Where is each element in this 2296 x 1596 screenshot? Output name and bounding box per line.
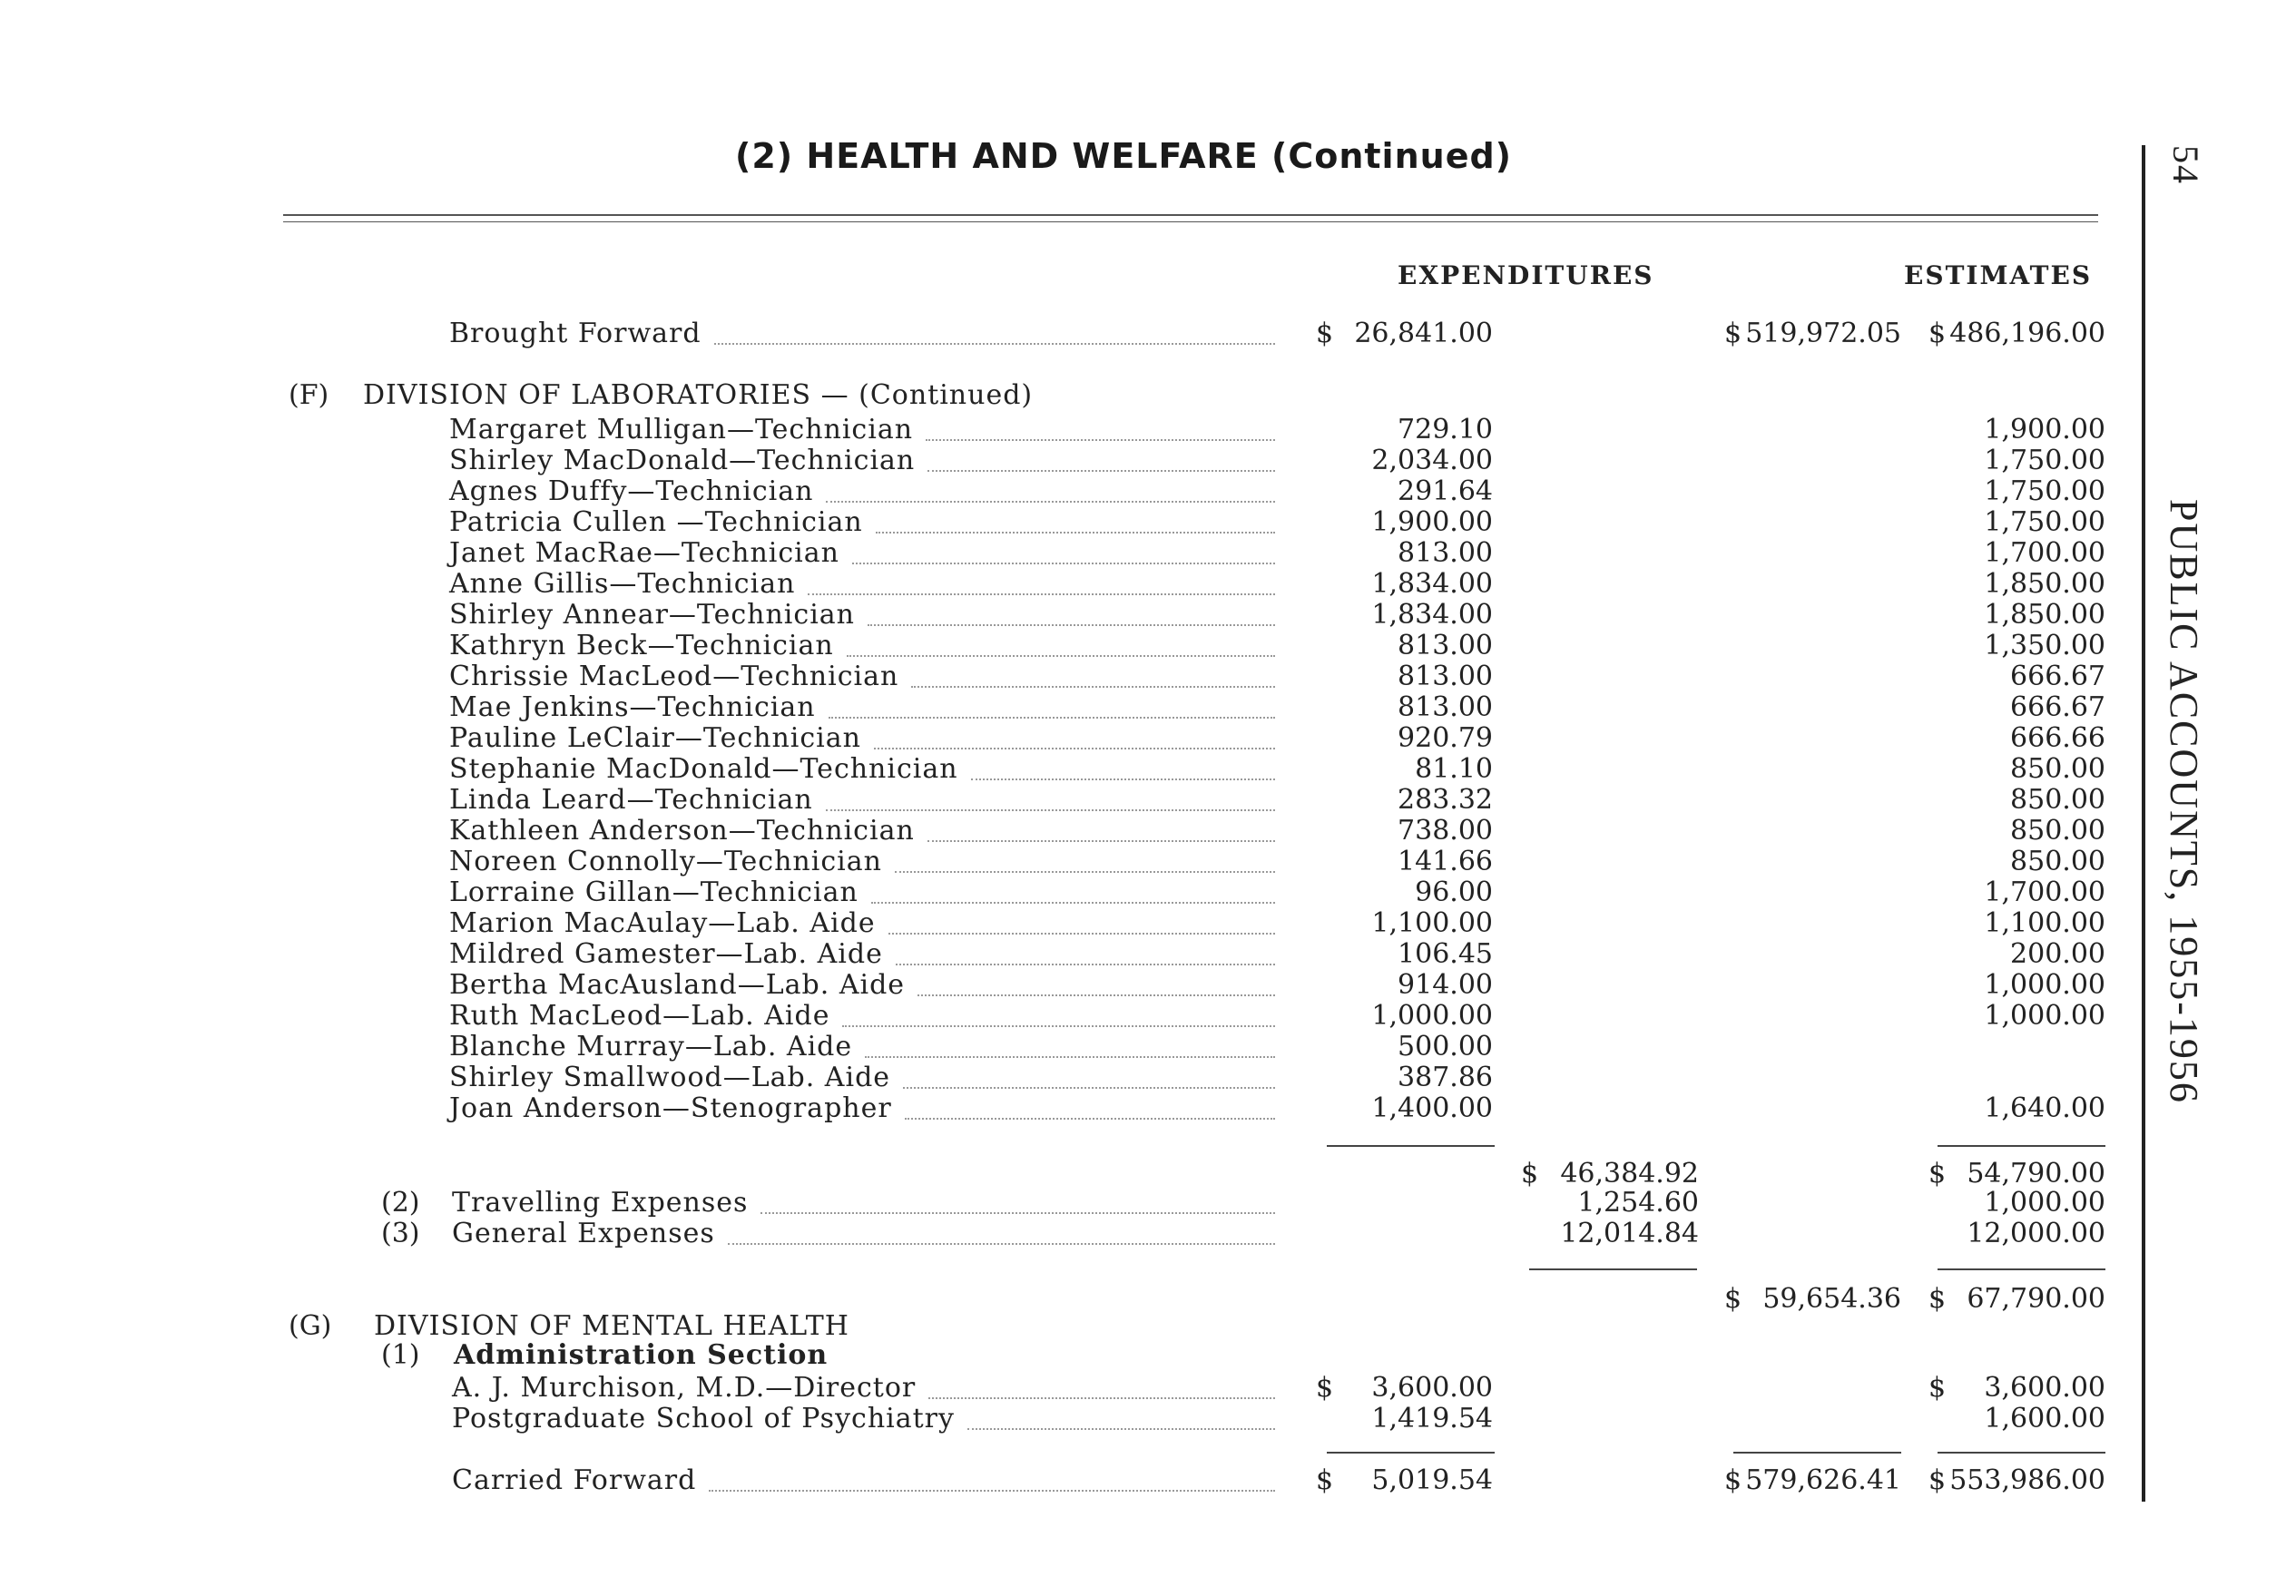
staff-name: Pauline LeClair—Technician	[449, 722, 861, 754]
estimate-value: 1,600.00	[1984, 1403, 2105, 1434]
row-label: Brought Forward	[449, 318, 702, 349]
division-estimate-value: 67,790.00	[1967, 1283, 2105, 1315]
staff-name: Margaret Mulligan—Technician	[449, 414, 914, 446]
staff-name: Marion MacAulay—Lab. Aide	[449, 907, 876, 939]
dollar-sign: $	[1724, 1283, 1742, 1315]
row-label: Carried Forward	[452, 1464, 697, 1496]
subtotal-rule	[1529, 1268, 1697, 1270]
expenditure-value: 5,019.54	[1371, 1464, 1493, 1496]
estimate-value: 486,196.00	[1949, 318, 2105, 349]
staff-row	[0, 907, 2142, 938]
estimate-value: 1,900.00	[1984, 414, 2105, 446]
item-number: (1)	[381, 1339, 420, 1371]
staff-row	[0, 599, 2142, 630]
staff-name: Janet MacRae—Technician	[449, 537, 839, 569]
expenditure-value: 387.86	[1398, 1062, 1493, 1093]
dot-leader	[728, 1243, 1275, 1245]
staff-row	[0, 1031, 2142, 1062]
expenditure-value: 1,400.00	[1371, 1092, 1493, 1124]
dot-leader	[826, 501, 1275, 503]
expenditure-value: 1,419.54	[1371, 1403, 1493, 1434]
estimate-value: 666.67	[2010, 691, 2105, 723]
estimate-value: 200.00	[2010, 938, 2105, 970]
staff-row	[0, 784, 2142, 815]
estimate-value: 666.67	[2010, 661, 2105, 692]
estimate-value: 1,750.00	[1984, 475, 2105, 507]
expenditure-value: 920.79	[1398, 722, 1493, 754]
side-running-title: PUBLIC ACCOUNTS, 1955-1956	[2162, 499, 2206, 1104]
dot-leader	[852, 563, 1275, 564]
estimate-value: 850.00	[2010, 815, 2105, 847]
dot-leader	[709, 1490, 1275, 1492]
estimate-value: 12,000.00	[1967, 1218, 2105, 1249]
estimate-value: 3,600.00	[1984, 1372, 2105, 1404]
estimate-value: 666.66	[2010, 722, 2105, 754]
row-label: Travelling Expenses	[452, 1187, 749, 1219]
staff-name: Kathryn Beck—Technician	[449, 630, 834, 661]
dot-leader	[876, 532, 1275, 534]
division-letter: (G)	[289, 1310, 332, 1342]
dot-leader	[808, 593, 1275, 595]
staff-row	[0, 630, 2142, 661]
page-title: (2) HEALTH AND WELFARE (Continued)	[735, 136, 1513, 176]
general-expenses-row	[0, 1218, 2142, 1248]
estimate-value: 1,640.00	[1984, 1092, 2105, 1124]
section-title: Administration Section	[454, 1339, 829, 1371]
estimate-value: 1,000.00	[1984, 1000, 2105, 1032]
salaries-total-value: 46,384.92	[1560, 1158, 1699, 1190]
estimate-value: 1,100.00	[1984, 907, 2105, 939]
brought-forward-row	[0, 318, 2142, 348]
division-heading	[0, 1310, 2142, 1341]
expenditure-value: 96.00	[1415, 876, 1493, 908]
staff-name: Mildred Gamester—Lab. Aide	[449, 938, 883, 970]
expenditure-value: 729.10	[1398, 414, 1493, 446]
staff-row	[0, 661, 2142, 691]
dot-leader	[847, 655, 1275, 657]
expenditure-value: 1,834.00	[1371, 568, 1493, 600]
staff-row	[0, 568, 2142, 599]
staff-row	[0, 969, 2142, 1000]
top-rule-thin	[283, 221, 2098, 222]
item-number: (3)	[381, 1218, 420, 1249]
estimate-value: 553,986.00	[1949, 1464, 2105, 1496]
division-title: DIVISION OF LABORATORIES — (Continued)	[363, 379, 1034, 411]
estimate-value: 1,700.00	[1984, 537, 2105, 569]
dollar-sign: $	[1316, 1372, 1334, 1404]
dot-leader	[826, 809, 1275, 811]
staff-row	[0, 691, 2142, 722]
side-page-number: 54	[2165, 145, 2206, 185]
staff-name: Chrissie MacLeod—Technician	[449, 661, 899, 692]
subtotal-rule	[1327, 1452, 1495, 1454]
staff-row	[0, 414, 2142, 445]
staff-row	[0, 846, 2142, 876]
dot-leader	[971, 778, 1275, 780]
subtotal-rule	[1938, 1145, 2105, 1147]
staff-name: Mae Jenkins—Technician	[449, 691, 816, 723]
dollar-sign: $	[1928, 1283, 1947, 1315]
subtotal-rule	[1938, 1268, 2105, 1270]
expenditure-value: 738.00	[1398, 815, 1493, 847]
expenditure-value: 813.00	[1398, 537, 1493, 569]
estimate-value: 1,000.00	[1984, 969, 2105, 1001]
staff-row	[0, 1092, 2142, 1123]
travelling-expenses-row	[0, 1187, 2142, 1218]
expenditure-value: 106.45	[1398, 938, 1493, 970]
dollar-sign: $	[1724, 318, 1742, 349]
subtotal-rule	[1733, 1452, 1901, 1454]
expenditure-value: 1,900.00	[1371, 506, 1493, 538]
dollar-sign: $	[1928, 1372, 1947, 1404]
expenditure-value: 1,100.00	[1371, 907, 1493, 939]
row-label: A. J. Murchison, M.D.—Director	[452, 1372, 917, 1404]
expenditure-value: 813.00	[1398, 691, 1493, 723]
staff-row	[0, 815, 2142, 846]
dot-leader	[888, 933, 1275, 935]
dollar-sign: $	[1928, 318, 1947, 349]
staff-row	[0, 1062, 2142, 1092]
division-letter: (F)	[289, 379, 329, 411]
division-heading	[0, 379, 2142, 410]
dot-leader	[871, 902, 1275, 904]
estimate-value: 1,750.00	[1984, 506, 2105, 538]
row-label: General Expenses	[452, 1218, 715, 1249]
dot-leader	[895, 871, 1275, 873]
dollar-sign: $	[1928, 1158, 1947, 1190]
dot-leader	[917, 994, 1275, 996]
dot-leader	[714, 343, 1275, 345]
murchison-row	[0, 1372, 2142, 1403]
dot-leader	[928, 1397, 1275, 1399]
estimate-value: 850.00	[2010, 784, 2105, 816]
estimate-value: 1,000.00	[1984, 1187, 2105, 1219]
expenditure-value: 3,600.00	[1371, 1372, 1493, 1404]
expenditure-total-value: 579,626.41	[1745, 1464, 1901, 1496]
salaries-total-row	[0, 1158, 2142, 1189]
dot-leader	[842, 1025, 1275, 1027]
expenditure-value: 141.66	[1398, 846, 1493, 877]
expenditure-value: 283.32	[1398, 784, 1493, 816]
estimate-value: 1,700.00	[1984, 876, 2105, 908]
estimate-value: 1,850.00	[1984, 568, 2105, 600]
vertical-rule	[2142, 145, 2145, 1502]
expenditure-value: 291.64	[1398, 475, 1493, 507]
expenditure-value: 1,834.00	[1371, 599, 1493, 631]
estimate-value: 1,350.00	[1984, 630, 2105, 661]
expenditure-value: 813.00	[1398, 661, 1493, 692]
staff-row	[0, 1000, 2142, 1031]
expenditure-value: 914.00	[1398, 969, 1493, 1001]
staff-name: Agnes Duffy—Technician	[449, 475, 814, 507]
item-number: (2)	[381, 1187, 420, 1219]
expenditure-value: 12,014.84	[1560, 1218, 1699, 1249]
dollar-sign: $	[1724, 1464, 1742, 1496]
estimates-heading: ESTIMATES	[1904, 260, 2093, 290]
postgraduate-row	[0, 1403, 2142, 1434]
expenditure-value: 1,000.00	[1371, 1000, 1493, 1032]
expenditure-value: 500.00	[1398, 1031, 1493, 1062]
division-total-value: 59,654.36	[1762, 1283, 1901, 1315]
dot-leader	[905, 1118, 1275, 1120]
dot-leader	[874, 748, 1275, 749]
staff-name: Stephanie MacDonald—Technician	[449, 753, 958, 785]
subtotal-rule	[1327, 1145, 1495, 1147]
staff-row	[0, 753, 2142, 784]
dot-leader	[760, 1212, 1275, 1214]
expenditure-value: 1,254.60	[1577, 1187, 1699, 1219]
staff-name: Shirley MacDonald—Technician	[449, 445, 916, 476]
staff-name: Anne Gillis—Technician	[449, 568, 796, 600]
estimate-value: 1,750.00	[1984, 445, 2105, 476]
dollar-sign: $	[1521, 1158, 1539, 1190]
top-rule	[283, 214, 2098, 216]
division-total-row	[0, 1283, 2142, 1314]
expenditure-value: 813.00	[1398, 630, 1493, 661]
estimate-value: 850.00	[2010, 846, 2105, 877]
expenditures-heading: EXPENDITURES	[1398, 260, 1654, 290]
row-label: Postgraduate School of Psychiatry	[452, 1403, 955, 1434]
dot-leader	[903, 1087, 1275, 1089]
staff-row	[0, 537, 2142, 568]
dot-leader	[865, 1056, 1275, 1058]
staff-name: Patricia Cullen —Technician	[449, 506, 863, 538]
staff-name: Noreen Connolly—Technician	[449, 846, 882, 877]
expenditure-value: 2,034.00	[1371, 445, 1493, 476]
estimate-value: 1,850.00	[1984, 599, 2105, 631]
staff-row	[0, 475, 2142, 506]
dot-leader	[927, 840, 1275, 842]
staff-name: Shirley Annear—Technician	[449, 599, 856, 631]
dot-leader	[927, 470, 1275, 472]
expenditure-value: 26,841.00	[1354, 318, 1493, 349]
dot-leader	[926, 439, 1275, 441]
staff-name: Shirley Smallwood—Lab. Aide	[449, 1062, 891, 1093]
staff-name: Lorraine Gillan—Technician	[449, 876, 859, 908]
staff-name: Linda Leard—Technician	[449, 784, 813, 816]
division-title: DIVISION OF MENTAL HEALTH	[374, 1310, 849, 1342]
staff-name: Kathleen Anderson—Technician	[449, 815, 915, 847]
expenditure-value: 81.10	[1415, 753, 1493, 785]
expenditure-total-value: 519,972.05	[1745, 318, 1901, 349]
staff-name: Ruth MacLeod—Lab. Aide	[449, 1000, 830, 1032]
dot-leader	[868, 624, 1275, 626]
subtotal-rule	[1938, 1452, 2105, 1454]
dollar-sign: $	[1316, 1464, 1334, 1496]
dollar-sign: $	[1928, 1464, 1947, 1496]
section-heading	[0, 1339, 2142, 1370]
staff-row	[0, 876, 2142, 907]
staff-row	[0, 722, 2142, 753]
dot-leader	[896, 964, 1275, 965]
dot-leader	[911, 686, 1275, 688]
staff-name: Blanche Murray—Lab. Aide	[449, 1031, 853, 1062]
carried-forward-row	[0, 1464, 2142, 1495]
staff-name: Bertha MacAusland—Lab. Aide	[449, 969, 906, 1001]
staff-row	[0, 938, 2142, 969]
salaries-estimate-value: 54,790.00	[1967, 1158, 2105, 1190]
staff-name: Joan Anderson—Stenographer	[449, 1092, 892, 1124]
estimate-value: 850.00	[2010, 753, 2105, 785]
dollar-sign: $	[1316, 318, 1334, 349]
dot-leader	[829, 717, 1275, 719]
staff-row	[0, 445, 2142, 475]
staff-row	[0, 506, 2142, 537]
dot-leader	[967, 1428, 1275, 1430]
